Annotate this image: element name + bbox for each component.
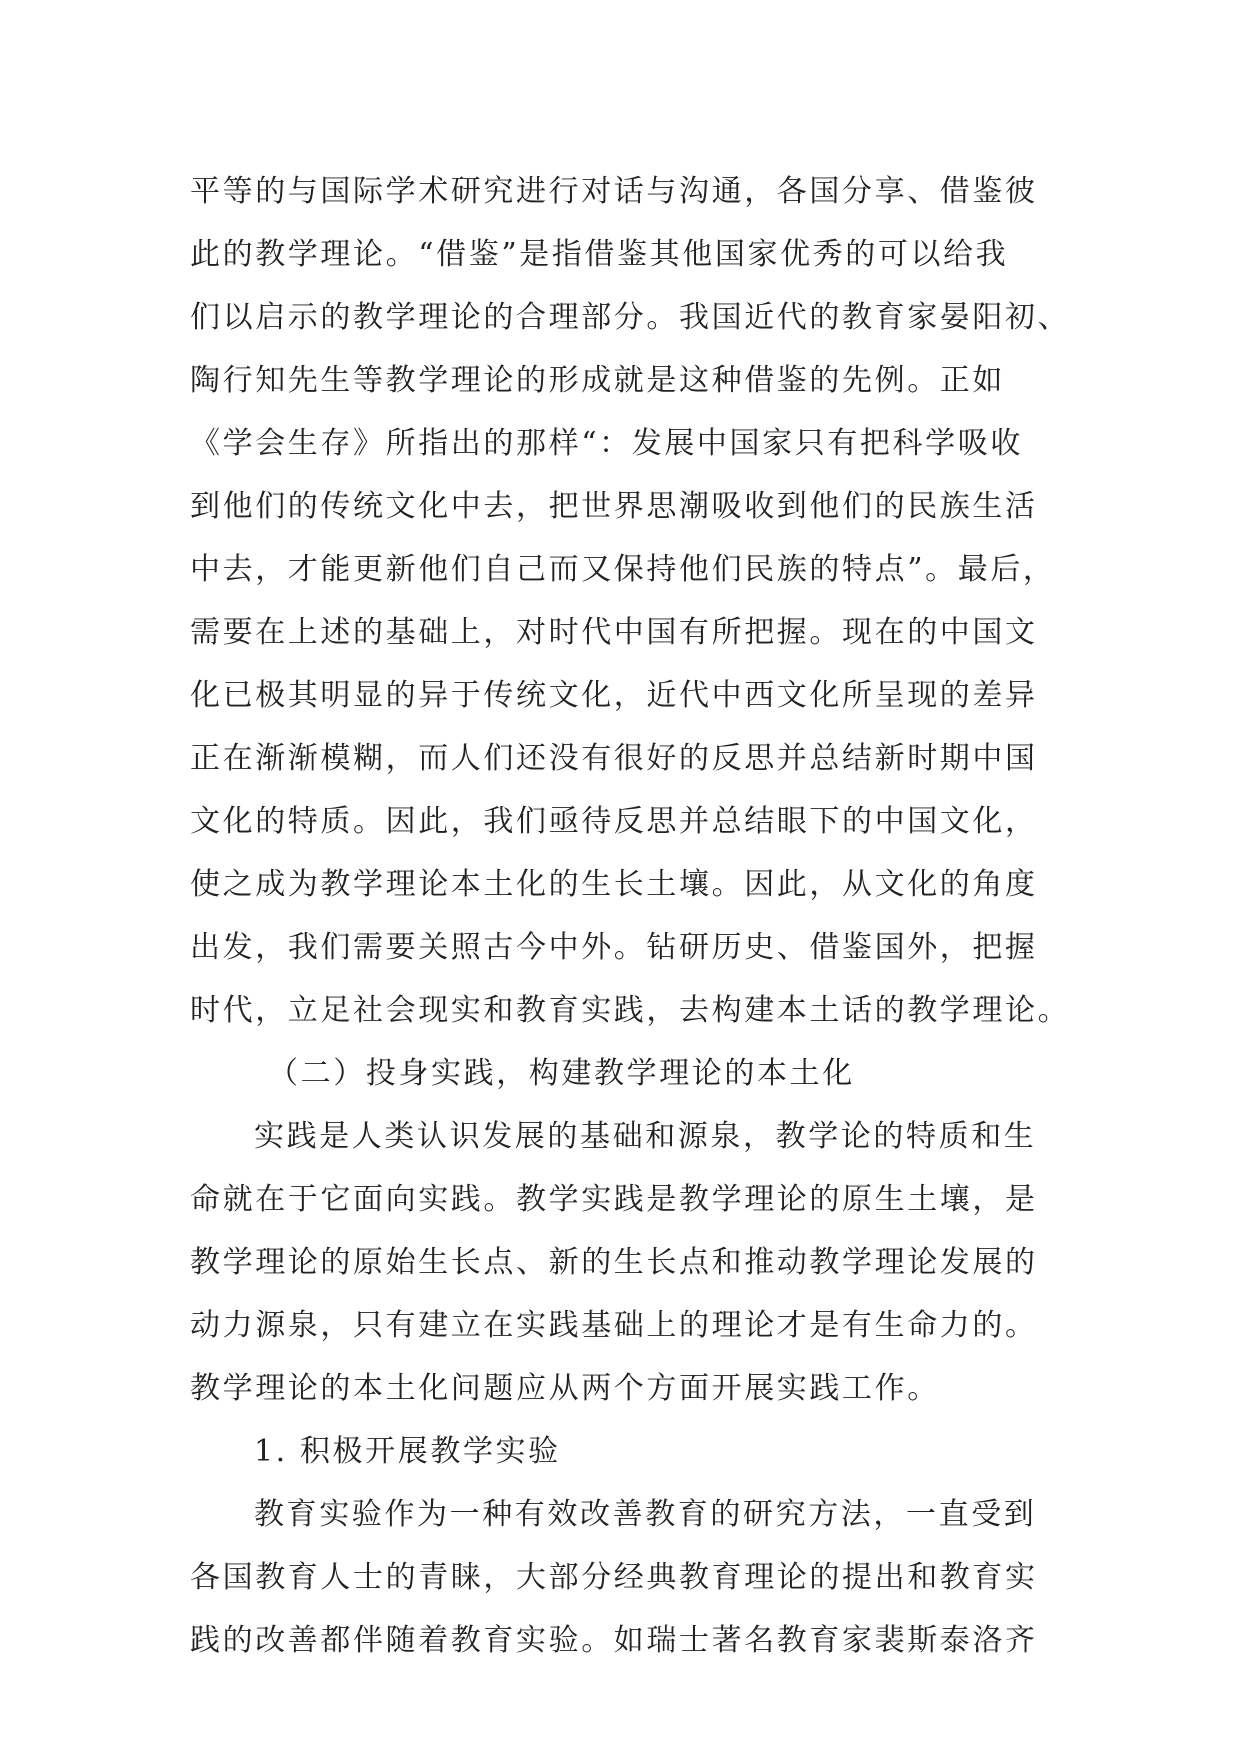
text-line: 需要在上述的基础上，对时代中国有所把握。现在的中国文 [190, 615, 1038, 650]
text-line: 化已极其明显的异于传统文化，近代中西文化所呈现的差异 [190, 678, 1038, 713]
text-line: 此的教学理论。“借鉴”是指借鉴其他国家优秀的可以给我 [190, 237, 1009, 272]
text-line: 中去，才能更新他们自己而又保持他们民族的特点”。最后， [190, 552, 1056, 587]
text-line: 时代，立足社会现实和教育实践，去构建本土话的教学理论。 [190, 993, 1071, 1028]
text-line: 践的改善都伴随着教育实验。如瑞士著名教育家裴斯泰洛齐 [190, 1623, 1038, 1658]
text-line: 平等的与国际学术研究进行对话与沟通，各国分享、借鉴彼 [190, 174, 1038, 209]
text-line: 出发，我们需要关照古今中外。钻研历史、借鉴国外，把握 [190, 930, 1038, 965]
text-line: 命就在于它面向实践。教学实践是教学理论的原生土壤，是 [190, 1182, 1038, 1217]
section-heading: （二）投身实践，构建教学理论的本土化 [268, 1056, 855, 1091]
text-line: 教学理论的本土化问题应从两个方面开展实践工作。 [190, 1371, 940, 1406]
text-line: 各国教育人士的青睐，大部分经典教育理论的提出和教育实 [190, 1560, 1038, 1595]
text-line: 文化的特质。因此，我们亟待反思并总结眼下的中国文化， [190, 804, 1038, 839]
text-line: 动力源泉，只有建立在实践基础上的理论才是有生命力的。 [190, 1308, 1038, 1343]
text-line: 实践是人类认识发展的基础和源泉，教学论的特质和生 [254, 1119, 1037, 1154]
text-line: 教学理论的原始生长点、新的生长点和推动教学理论发展的 [190, 1245, 1038, 1280]
text-line: 《学会生存》所指出的那样“：发展中国家只有把科学吸收 [190, 426, 1023, 461]
text-line: 正在渐渐模糊，而人们还没有很好的反思并总结新时期中国 [190, 741, 1038, 776]
body-text [190, 160, 1071, 1672]
text-line: 到他们的传统文化中去，把世界思潮吸收到他们的民族生活 [190, 489, 1038, 524]
subsection-heading: 1. 积极开展教学实验 [254, 1434, 561, 1469]
text-line: 使之成为教学理论本土化的生长土壤。因此，从文化的角度 [190, 867, 1038, 902]
text-line: 教育实验作为一种有效改善教育的研究方法，一直受到 [254, 1497, 1037, 1532]
text-line: 陶行知先生等教学理论的形成就是这种借鉴的先例。正如 [190, 363, 1005, 398]
text-line: 们以启示的教学理论的合理部分。我国近代的教育家晏阳初、 [190, 300, 1071, 335]
